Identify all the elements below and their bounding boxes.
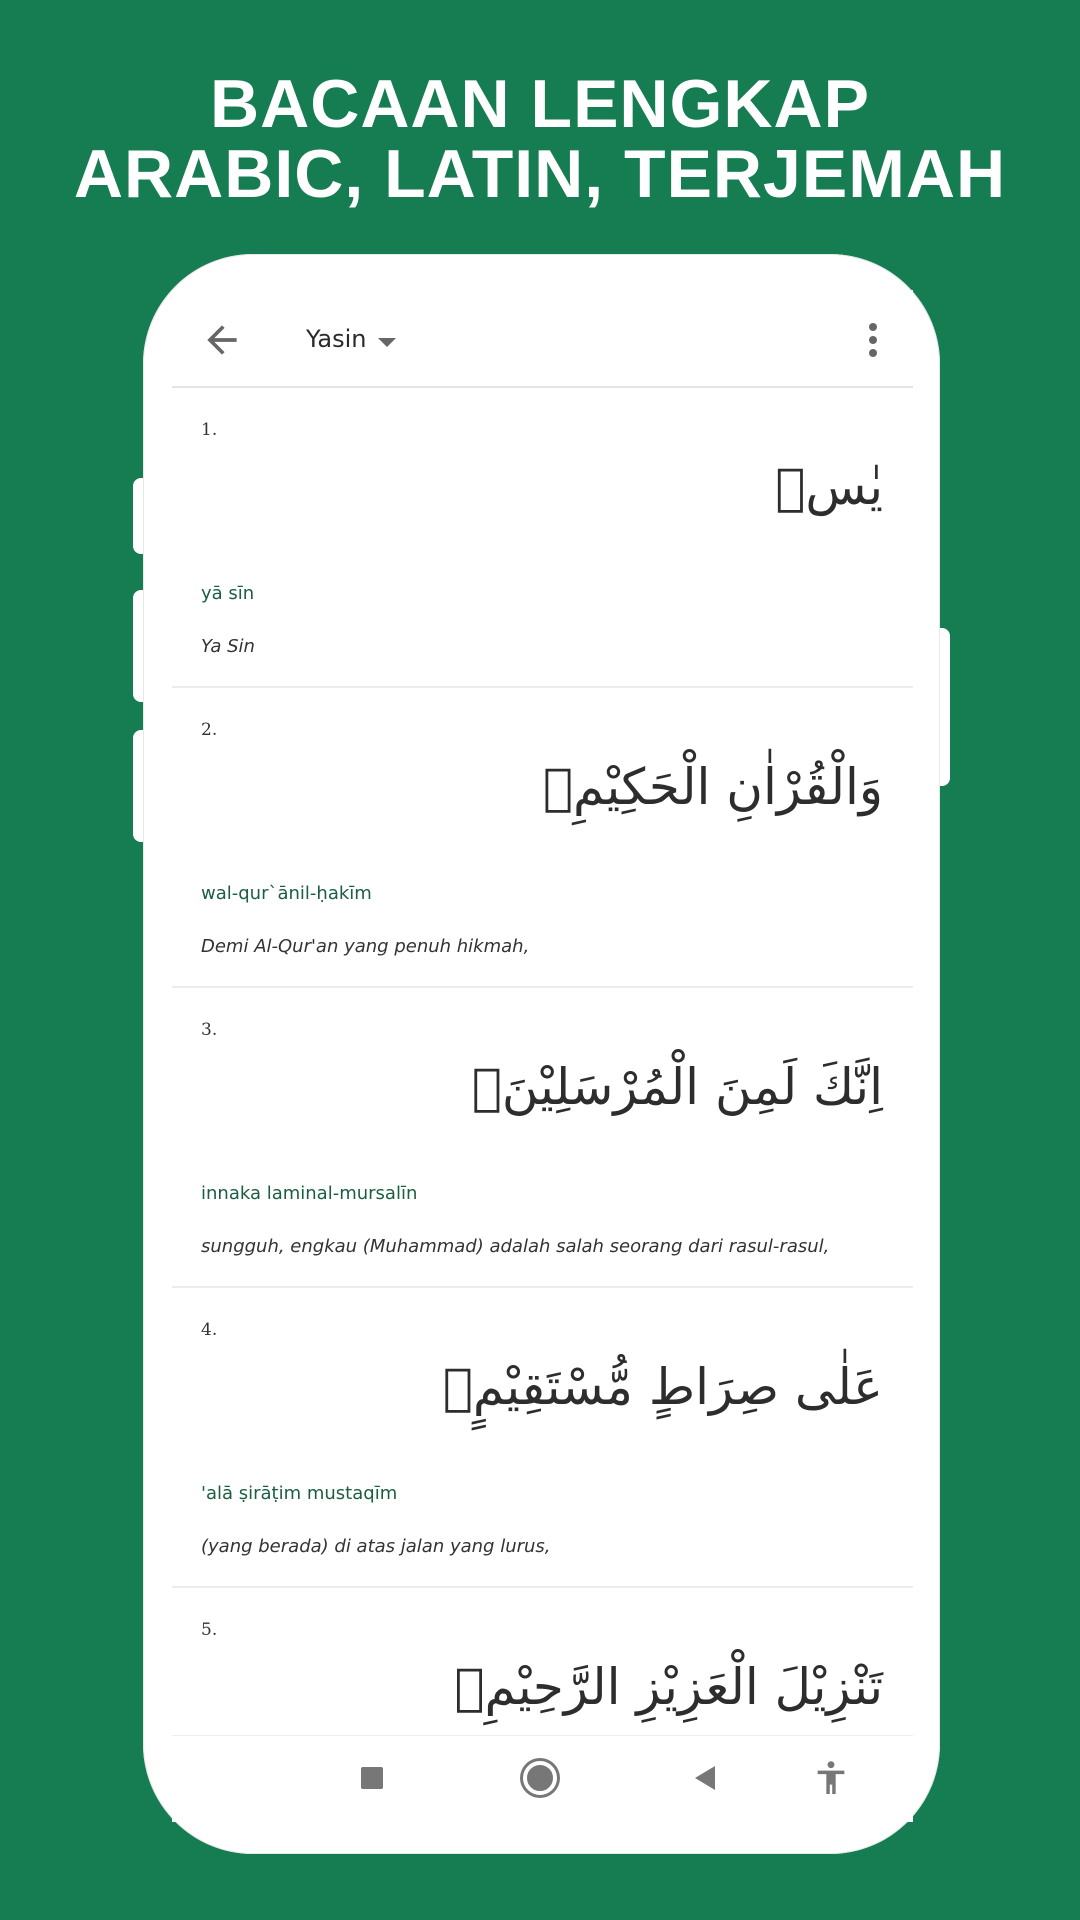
recents-icon <box>361 1767 383 1789</box>
verse-number: 3. <box>201 1020 218 1040</box>
verse-latin: wal-qur`ānil-ḥakīm <box>201 883 372 904</box>
arrow-left-icon <box>200 318 244 362</box>
app-bar <box>172 290 913 388</box>
verse-translation: (yang berada) di atas jalan yang lurus, <box>201 1536 551 1557</box>
app-screen <box>172 290 913 1735</box>
promo-line-1: BACAAN LENGKAP <box>210 66 870 142</box>
verse-item[interactable] <box>172 1588 913 1735</box>
verse-number: 1. <box>201 420 218 440</box>
home-button[interactable] <box>520 1758 560 1798</box>
verse-item[interactable] <box>172 988 913 1288</box>
verse-arabic: تَنْزِيْلَ الْعَزِيْزِ الرَّحِيْمِۙ <box>454 1658 883 1716</box>
promo-headline <box>0 66 1080 212</box>
verse-number: 4. <box>201 1320 218 1340</box>
more-vert-icon <box>869 323 877 331</box>
verse-list[interactable] <box>172 388 913 1735</box>
verse-arabic: اِنَّكَ لَمِنَ الْمُرْسَلِيْنَۙ <box>471 1058 883 1116</box>
verse-item[interactable] <box>172 688 913 988</box>
verse-translation: Ya Sin <box>201 636 255 657</box>
verse-latin: yā sīn <box>201 583 255 604</box>
verse-number: 5. <box>201 1620 218 1640</box>
surah-title: Yasin <box>306 325 367 353</box>
home-icon <box>523 1761 557 1795</box>
verse-arabic: وَالْقُرْاٰنِ الْحَكِيْمِۙ <box>542 758 883 816</box>
verse-translation: sungguh, engkau (Muhammad) adalah salah seorang dari rasul-rasul, <box>201 1236 830 1257</box>
verse-item[interactable] <box>172 1288 913 1588</box>
promo-line-2: ARABIC, LATIN, TERJEMAH <box>73 136 1007 212</box>
accessibility-icon <box>815 1760 847 1796</box>
surah-selector[interactable] <box>306 316 396 362</box>
verse-arabic: عَلٰى صِرَاطٍ مُّسْتَقِيْمٍۗ <box>442 1358 883 1416</box>
back-icon <box>695 1766 715 1790</box>
recents-button[interactable] <box>360 1758 384 1798</box>
more-options-button[interactable] <box>863 318 883 362</box>
verse-number: 2. <box>201 720 218 740</box>
verse-arabic: يٰسۤ <box>775 458 883 516</box>
verse-item[interactable] <box>172 388 913 688</box>
back-button[interactable] <box>200 318 244 362</box>
verse-latin: 'alā ṣirāṭim mustaqīm <box>201 1483 398 1504</box>
caret-down-icon <box>378 338 396 347</box>
verse-latin: innaka laminal-mursalīn <box>201 1183 418 1204</box>
accessibility-button[interactable] <box>814 1758 848 1798</box>
verse-translation: Demi Al-Qur'an yang penuh hikmah, <box>201 936 530 957</box>
nav-back-button[interactable] <box>690 1758 720 1798</box>
